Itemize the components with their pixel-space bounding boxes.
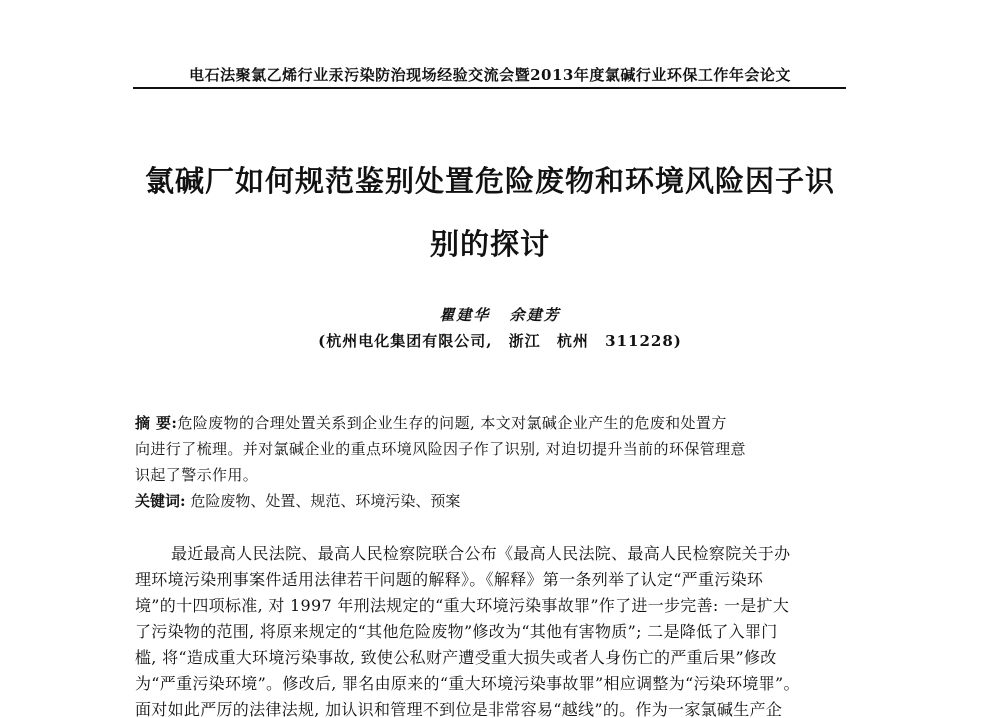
body-line-2: 理环境污染刑事案件适用法律若干问题的解释》。《解释》第一条列举了认定“严重污染环 (135, 570, 764, 589)
paper-title-line-1: 氯碱厂如何规范鉴别处置危险废物和环境风险因子识 (144, 164, 835, 198)
keywords (135, 488, 847, 514)
body-line-3: 境”的十四项标准, 对 1997 年刑法规定的“重大环境污染事故罪”作了进一步完善: 一是扩大 (135, 596, 790, 615)
body-line-7: 面对如此严厉的法律法规, 加认识和管理不到位是非常容易“越线”的。作为一家氯碱生产企 (135, 700, 783, 718)
paper-title-line-2: 别的探讨 (429, 227, 550, 261)
keywords-text: 危险废物、处置、规范、环境污染、预案 (190, 492, 461, 510)
body-line-5: 槛, 将“造成重大环境污染事故, 致使公私财产遭受重大损失或者人身伤亡的严重后果”修改 (135, 648, 777, 667)
abstract-line-3: 识起了警示作用。 (135, 466, 259, 484)
abstract (135, 410, 847, 488)
affiliation: (杭州电化集团有限公司, 浙江 杭州 311228) (318, 332, 682, 350)
body-paragraph (135, 541, 847, 718)
running-header: 电石法聚氯乙烯行业汞污染防治现场经验交流会暨2013年度氯碱行业环保工作年会论文 (189, 66, 791, 84)
abstract-label: 摘 要: (135, 414, 178, 432)
authors: 瞿建华 余建芳 (439, 306, 561, 324)
body-line-6: 为“严重污染环境”。修改后, 罪名由原来的“重大环境污染事故罪”相应调整为“污染环境罪”。 (135, 674, 800, 693)
keywords-label: 关键词: (135, 492, 186, 510)
body-line-1: 最近最高人民法院、最高人民检察院联合公布《最高人民法院、最高人民检察院关于办 (171, 544, 791, 563)
abstract-text-1: 危险废物的合理处置关系到企业生存的问题, 本文对氯碱企业产生的危废和处置方 (177, 414, 727, 432)
abstract-line-1 (135, 410, 847, 436)
body-line-4: 了污染物的范围, 将原来规定的“其他危险废物”修改为“其他有害物质”; 二是降低了入罪门 (135, 622, 778, 641)
header-rule (133, 87, 846, 89)
abstract-line-2: 向进行了梳理。并对氯碱企业的重点环境风险因子作了识别, 对迫切提升当前的环保管理意 (135, 440, 746, 458)
